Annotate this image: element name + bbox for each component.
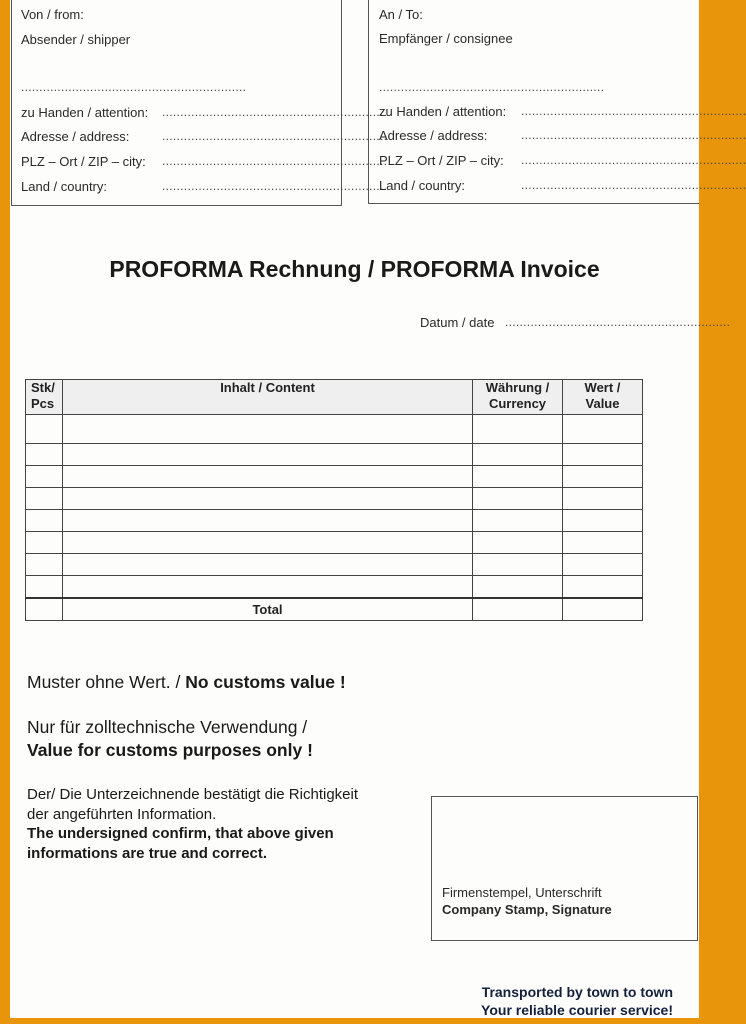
recipient-subheading: Empfänger / consignee bbox=[379, 31, 513, 46]
total-label: Total bbox=[63, 598, 473, 621]
cell-value[interactable] bbox=[563, 488, 643, 510]
customs-use-note-en: Value for customs purposes only ! bbox=[27, 740, 313, 760]
recipient-country-label: Land / country: bbox=[379, 178, 465, 193]
footer-transported-by: Transported by town to town bbox=[481, 984, 673, 1000]
sender-heading: Von / from: bbox=[21, 7, 84, 22]
table-row bbox=[26, 466, 643, 488]
table-header-row bbox=[26, 380, 643, 415]
recipient-address-box bbox=[368, 0, 746, 204]
cell-content[interactable] bbox=[63, 444, 473, 466]
table-total-row bbox=[26, 598, 643, 621]
header-pieces: Stk/ Pcs bbox=[26, 380, 63, 415]
cell-currency[interactable] bbox=[473, 576, 563, 599]
sender-address-box bbox=[11, 0, 388, 206]
table-row bbox=[26, 554, 643, 576]
sender-address-label: Adresse / address: bbox=[21, 129, 130, 144]
recipient-address-dotted-line[interactable]: .............................................................. bbox=[521, 128, 746, 142]
table-row bbox=[26, 510, 643, 532]
cell-pieces[interactable] bbox=[26, 532, 63, 554]
cell-currency[interactable] bbox=[473, 532, 563, 554]
sender-country-label: Land / country: bbox=[21, 179, 107, 194]
cell-currency[interactable] bbox=[473, 444, 563, 466]
cell-content[interactable] bbox=[63, 488, 473, 510]
cell-value[interactable] bbox=[563, 510, 643, 532]
cell-content[interactable] bbox=[63, 554, 473, 576]
sender-subheading: Absender / shipper bbox=[21, 32, 131, 47]
stamp-label-de: Firmenstempel, Unterschrift bbox=[442, 885, 602, 900]
cell-value[interactable] bbox=[563, 554, 643, 576]
header-value: Wert / Value bbox=[563, 380, 643, 415]
cell-currency[interactable] bbox=[473, 466, 563, 488]
cell-value[interactable] bbox=[563, 466, 643, 488]
sender-attention-label: zu Handen / attention: bbox=[21, 105, 149, 120]
table-row bbox=[26, 532, 643, 554]
confirm-text-en-2: informations are true and correct. bbox=[27, 845, 268, 862]
cell-pieces[interactable] bbox=[26, 510, 63, 532]
goods-table bbox=[25, 379, 643, 621]
date-label: Datum / date bbox=[420, 315, 495, 330]
document-title: PROFORMA Rechnung / PROFORMA Invoice bbox=[109, 256, 600, 282]
customs-use-note-de: Nur für zolltechnische Verwendung / bbox=[27, 717, 308, 737]
stamp-label-en: Company Stamp, Signature bbox=[442, 902, 612, 917]
total-value-cell[interactable] bbox=[563, 598, 643, 621]
recipient-name-dotted-line[interactable]: .............................................................. bbox=[379, 80, 605, 94]
recipient-heading: An / To: bbox=[379, 7, 423, 22]
cell-value[interactable] bbox=[563, 415, 643, 444]
sender-name-dotted-line[interactable]: .............................................................. bbox=[21, 80, 247, 94]
cell-currency[interactable] bbox=[473, 488, 563, 510]
recipient-address-label: Adresse / address: bbox=[379, 128, 488, 143]
header-currency: Währung / Currency bbox=[473, 380, 563, 415]
recipient-city-label: PLZ – Ort / ZIP – city: bbox=[379, 153, 504, 168]
confirm-text-en-1: The undersigned confirm, that above given bbox=[27, 825, 334, 842]
sender-country-dotted-line[interactable]: .............................................................. bbox=[162, 179, 388, 193]
footer-slogan: Your reliable courier service! bbox=[481, 1002, 673, 1018]
proforma-invoice-sheet bbox=[10, 0, 746, 1018]
cell-pieces[interactable] bbox=[26, 466, 63, 488]
cell-pieces[interactable] bbox=[26, 554, 63, 576]
recipient-city-dotted-line[interactable]: .............................................................. bbox=[521, 153, 746, 167]
cell-currency[interactable] bbox=[473, 554, 563, 576]
cell-content[interactable] bbox=[63, 532, 473, 554]
cell-pieces[interactable] bbox=[26, 444, 63, 466]
cell-content[interactable] bbox=[63, 510, 473, 532]
cell-value[interactable] bbox=[563, 576, 643, 599]
cell-content[interactable] bbox=[63, 576, 473, 599]
company-stamp-signature-box[interactable] bbox=[431, 796, 698, 941]
header-content: Inhalt / Content bbox=[63, 380, 473, 415]
recipient-attention-label: zu Handen / attention: bbox=[379, 104, 507, 119]
cell-content[interactable] bbox=[63, 466, 473, 488]
cell-currency[interactable] bbox=[473, 510, 563, 532]
total-currency-cell[interactable] bbox=[473, 598, 563, 621]
cell-pieces[interactable] bbox=[26, 488, 63, 510]
table-row bbox=[26, 444, 643, 466]
sender-city-label: PLZ – Ort / ZIP – city: bbox=[21, 154, 146, 169]
cell-pieces[interactable] bbox=[26, 576, 63, 599]
cell-currency[interactable] bbox=[473, 415, 563, 444]
recipient-country-dotted-line[interactable]: .............................................................. bbox=[521, 178, 746, 192]
recipient-attention-dotted-line[interactable]: .............................................................. bbox=[521, 104, 746, 118]
table-row bbox=[26, 488, 643, 510]
cell-pieces[interactable] bbox=[26, 415, 63, 444]
sender-attention-dotted-line[interactable]: .............................................................. bbox=[162, 105, 388, 119]
cell-value[interactable] bbox=[563, 532, 643, 554]
table-row bbox=[26, 415, 643, 444]
total-pieces-cell[interactable] bbox=[26, 598, 63, 621]
cell-value[interactable] bbox=[563, 444, 643, 466]
confirm-text-de-2: der angeführten Information. bbox=[27, 806, 217, 823]
sender-address-dotted-line[interactable]: .............................................................. bbox=[162, 129, 388, 143]
date-dotted-line[interactable]: .............................................................. bbox=[505, 315, 731, 329]
cell-content[interactable] bbox=[63, 415, 473, 444]
table-row bbox=[26, 576, 643, 599]
sender-city-dotted-line[interactable]: .............................................................. bbox=[162, 154, 388, 168]
no-customs-value-note: Muster ohne Wert. / No customs value ! bbox=[27, 672, 346, 692]
confirm-text-de-1: Der/ Die Unterzeichnende bestätigt die Richtigkeit bbox=[27, 786, 359, 803]
